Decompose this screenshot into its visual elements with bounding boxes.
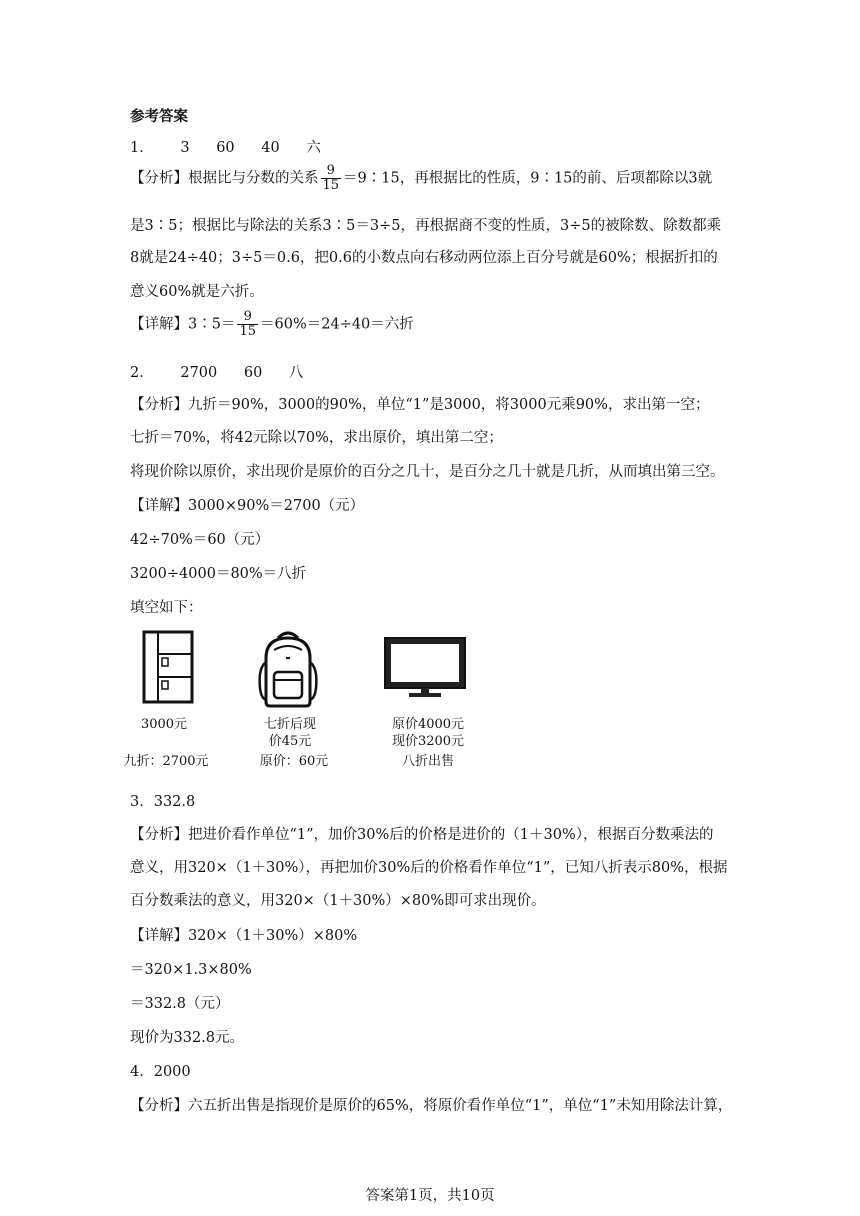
- q2-answer-1: 2700: [180, 365, 218, 381]
- cabinet-icon: [140, 630, 196, 706]
- q3-detail-line-3: ＝332.8（元）: [130, 996, 230, 1012]
- monitor-icon: [383, 636, 467, 700]
- monitor-line-1: 原价4000元: [391, 717, 465, 732]
- q1-detail-line: 【详解】3∶5＝ $\frac{9}{15}$ ＝60%＝24÷40＝六折: [130, 309, 414, 339]
- q3-analysis-line-2: 意义，用320×（1＋30%），再把加价30%后的价格看作单位“1”，已知八折表示80%，根据: [130, 860, 728, 876]
- q3-detail-line-1: 【详解】320×（1＋30%）×80%: [130, 928, 358, 944]
- backpack-answer: 原价：60元: [259, 754, 329, 769]
- q2-detail-line-3: 3200÷4000＝80%＝八折: [130, 566, 307, 582]
- q3-analysis-line-3: 百分数乘法的意义，用320×（1＋30%）×80%即可求出现价。: [130, 893, 546, 909]
- q1-answer-3: 40: [261, 140, 280, 156]
- q4-analysis-line-1: 【分析】六五折出售是指现价是原价的65%，将原价看作单位“1”，单位“1”未知用除法计算，: [130, 1098, 733, 1114]
- q1-analysis-line-3: 8就是24÷40；3÷5＝0.6，把0.6的小数点向右移动两位添上百分号就是60%；根据折扣的: [130, 250, 718, 266]
- q2-answer-line: [130, 361, 303, 382]
- cabinet-answer: 九折：2700元: [123, 754, 209, 769]
- q3-detail-line-2: ＝320×1.3×80%: [130, 962, 252, 978]
- q2-answer-2: 60: [243, 365, 263, 381]
- q3-analysis-line-1: 【分析】把进价看作单位“1”，加价30%后的价格是进价的（1＋30%），根据百分数乘法的: [130, 827, 714, 843]
- q1-answer-4: 六: [306, 140, 321, 156]
- q2-analysis-line-3: 将现价除以原价，求出现价是原价的百分之几十，是百分之几十就是几折，从而填出第三空。: [130, 464, 725, 480]
- backpack-line-2: 价45元: [268, 734, 312, 749]
- backpack-icon: [252, 628, 324, 710]
- q2-analysis-line-2: 七折＝70%，将42元除以70%，求出原价，填出第二空；: [130, 430, 503, 446]
- page-title: 参考答案: [130, 108, 188, 125]
- q1-answer-line: [130, 136, 321, 157]
- q2-answer-3: 八: [288, 365, 304, 381]
- cabinet-price-label: 3000元: [140, 717, 188, 732]
- backpack-line-1: 七折后现: [263, 717, 316, 732]
- monitor-answer: 八折出售: [401, 754, 454, 769]
- q2-analysis-line-1: 【分析】九折＝90%，3000的90%，单位“1”是3000，将3000元乘90%，求出第一空；: [130, 397, 710, 413]
- q1-answer-2: 60: [216, 140, 235, 156]
- q2-number: 2．: [130, 365, 154, 381]
- q1-analysis-line-4: 意义60%就是六折。: [130, 284, 264, 300]
- page-footer: 答案第1页，共10页: [365, 1188, 495, 1204]
- fraction-9-15: $\frac{9}{15}$: [322, 163, 340, 193]
- fraction-9-15-detail: $\frac{9}{15}$: [239, 309, 256, 339]
- q1-analysis-line-1: 【分析】根据比与分数的关系 $\frac{9}{15}$ ＝9∶15，再根据比的性质，9∶15的前、后项都除以3就: [130, 163, 713, 193]
- q2-detail-line-1: 【详解】3000×90%＝2700（元）: [130, 498, 365, 514]
- q1-answer-1: 3: [180, 140, 190, 156]
- q1-analysis-line-2: 是3∶5；根据比与除法的关系3∶5＝3÷5，再根据商不变的性质，3÷5的被除数、除数都乘: [130, 218, 722, 234]
- q2-fill-label: 填空如下：: [130, 600, 203, 616]
- q2-detail-line-2: 42÷70%＝60（元）: [130, 532, 270, 548]
- q3-detail-line-4: 现价为332.8元。: [130, 1030, 245, 1046]
- q1-number: 1．: [130, 140, 154, 156]
- q3-answer-line: 3．332.8: [130, 794, 196, 810]
- monitor-line-2: 现价3200元: [391, 734, 465, 749]
- q4-answer-line: 4．2000: [130, 1064, 191, 1080]
